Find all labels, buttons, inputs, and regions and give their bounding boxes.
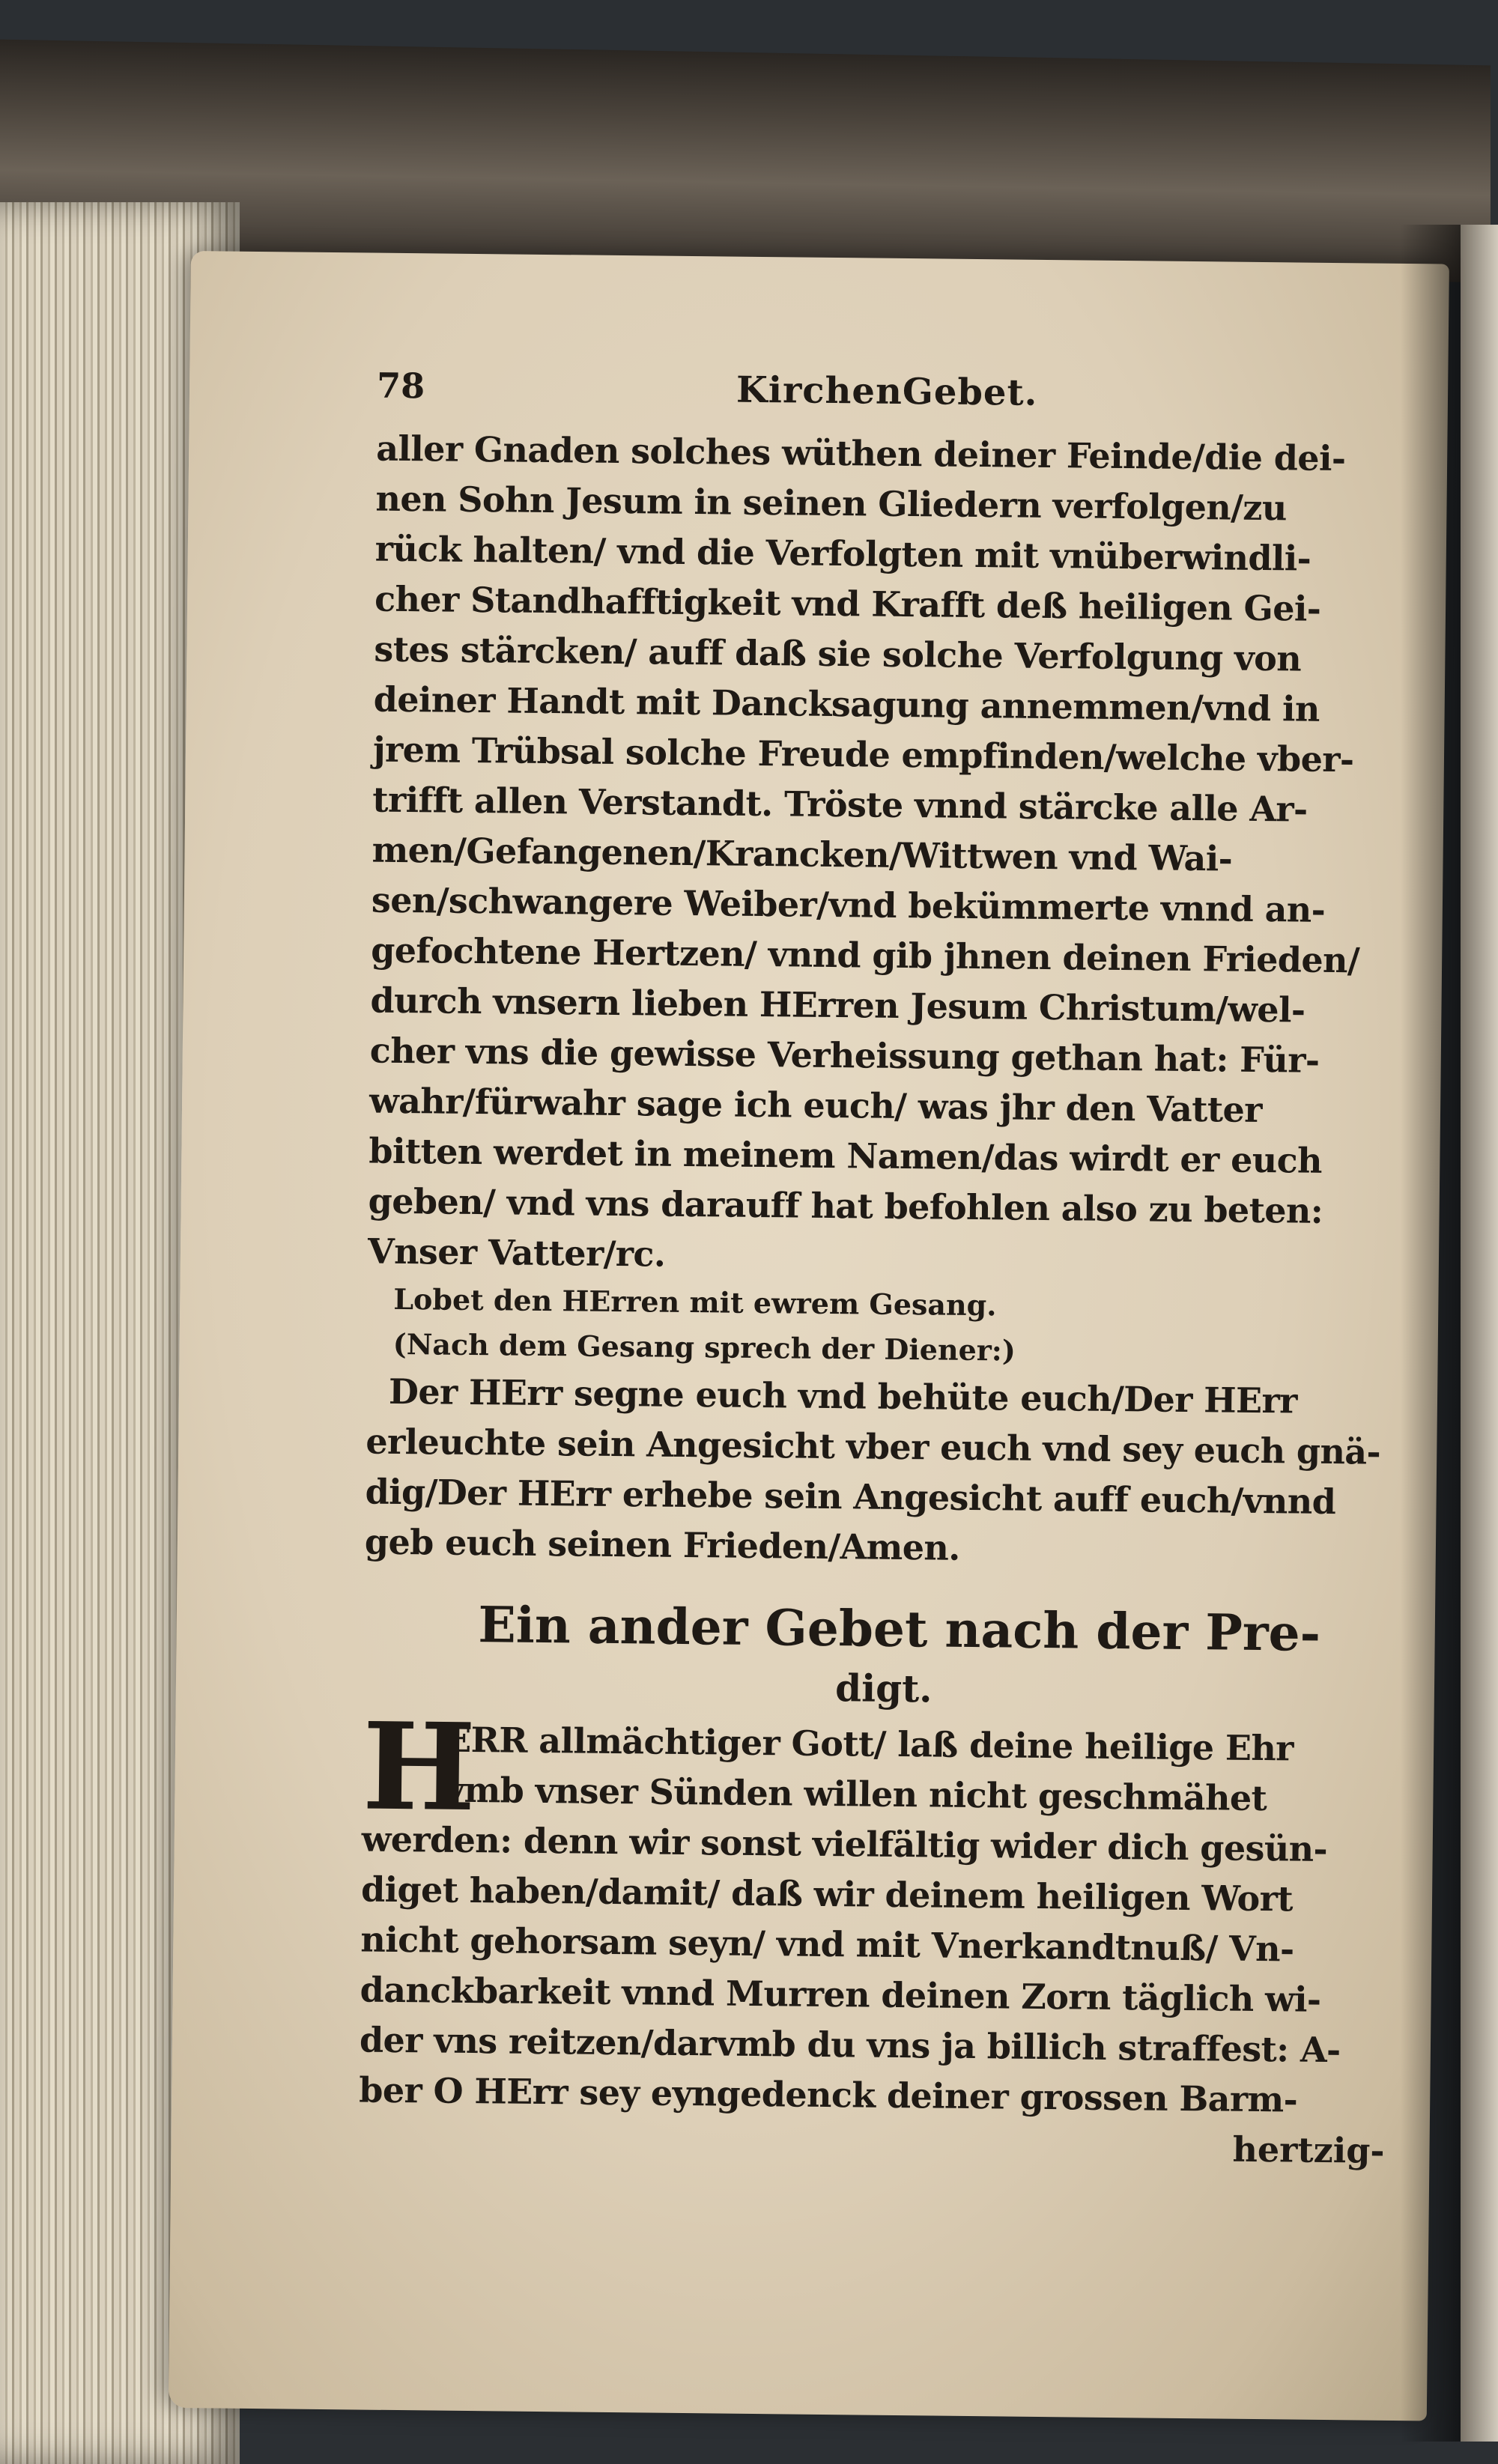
text-line: cher vns die gewisse Verheissung gethan hat: Für-	[369, 1030, 1320, 1081]
page-number: 78	[376, 365, 425, 407]
drop-initial: H	[361, 1696, 476, 1839]
text-line: vmb vnser Sünden willen nicht geschmähet	[444, 1769, 1267, 1819]
facing-page-edge	[1461, 225, 1498, 2442]
text-line: trifft allen Verstandt. Tröste vnnd stärcke alle Ar-	[372, 779, 1308, 830]
text-line: Der HErr segne euch vnd behüte euch/Der HErr	[388, 1371, 1298, 1421]
section-heading: Ein ander Gebet nach der Pre-	[478, 1595, 1321, 1663]
prayer-text	[359, 1696, 1404, 2127]
section-heading-continuation: digt.	[834, 1666, 933, 1711]
text-line: erleuchte sein Angesicht vber euch vnd sey euch gnä-	[366, 1421, 1381, 1472]
text-line: dig/Der HErr erhebe sein Angesicht auff euch/vnnd	[365, 1471, 1336, 1523]
text-line: aller Gnaden solches wüthen deiner Feinde/die dei-	[375, 428, 1346, 479]
catchword: hertzig-	[1232, 2128, 1385, 2171]
text-line: men/Gefangenen/Krancken/Wittwen vnd Wai-	[372, 829, 1233, 879]
page-header	[377, 365, 1419, 429]
text-line: jrem Trübsal solche Freude empfinden/welche vber-	[372, 729, 1354, 780]
body-text	[368, 424, 1418, 1287]
text-line: rück halten/ vnd die Verfolgten mit vnüberwindli-	[374, 528, 1311, 579]
text-line: geben/ vnd vns darauff hat befohlen also zu beten:	[368, 1180, 1323, 1231]
text-line: wahr/fürwahr sage ich euch/ was jhr den Vatter	[369, 1080, 1263, 1131]
text-line: durch vnsern lieben HErren Jesum Christum/wel-	[370, 980, 1306, 1031]
book-page	[169, 251, 1449, 2421]
blessing-text	[365, 1367, 1408, 1579]
text-line: der vns reitzen/darvmb du vns ja billich straffest: A-	[359, 2019, 1341, 2071]
text-line: Vnser Vatter/rc.	[367, 1231, 666, 1275]
page-text-block	[358, 365, 1418, 2176]
rubrics	[366, 1277, 1408, 1378]
text-line: sen/schwangere Weiber/vnd bekümmerte vnnd an-	[371, 879, 1326, 930]
text-line: diget haben/damit/ daß wir deinem heiligen Wort	[360, 1869, 1294, 1920]
text-line: cher Standhafftigkeit vnd Krafft deß heiligen Gei-	[374, 578, 1321, 629]
text-line: stes stärcken/ auff daß sie solche Verfolgung von	[374, 628, 1302, 679]
rubric-line: (Nach dem Gesang sprech der Diener:)	[392, 1326, 1016, 1368]
running-head: KirchenGebet.	[736, 368, 1038, 414]
text-line: gefochtene Hertzen/ vnnd gib jhnen deinen Frieden/	[370, 929, 1360, 981]
text-line: bitten werdet in meinem Namen/das wirdt er euch	[369, 1130, 1323, 1181]
text-line: geb euch seinen Frieden/Amen.	[364, 1521, 961, 1568]
text-line: nen Sohn Jesum in seinen Gliedern verfolgen/zu	[375, 478, 1288, 529]
text-line: danckbarkeit vnnd Murren deinen Zorn täglich wi-	[360, 1969, 1321, 2020]
gutter-shadow	[1401, 225, 1461, 2442]
text-line: werden: denn wir sonst vielfältig wider dich gesün-	[361, 1818, 1328, 1870]
text-line: deiner Handt mit Dancksagung annemmen/vnd in	[373, 679, 1320, 729]
rubric-line: Lobet den HErren mit ewrem Gesang.	[393, 1281, 997, 1323]
text-line: ber O HErr sey eyngedenck deiner grossen Barm-	[359, 2069, 1298, 2120]
text-line: ERR allmächtiger Gott/ laß deine heilige Ehr	[444, 1719, 1294, 1769]
text-line: nicht gehorsam seyn/ vnd mit Vnerkandtnuß/ Vn-	[360, 1919, 1294, 1970]
